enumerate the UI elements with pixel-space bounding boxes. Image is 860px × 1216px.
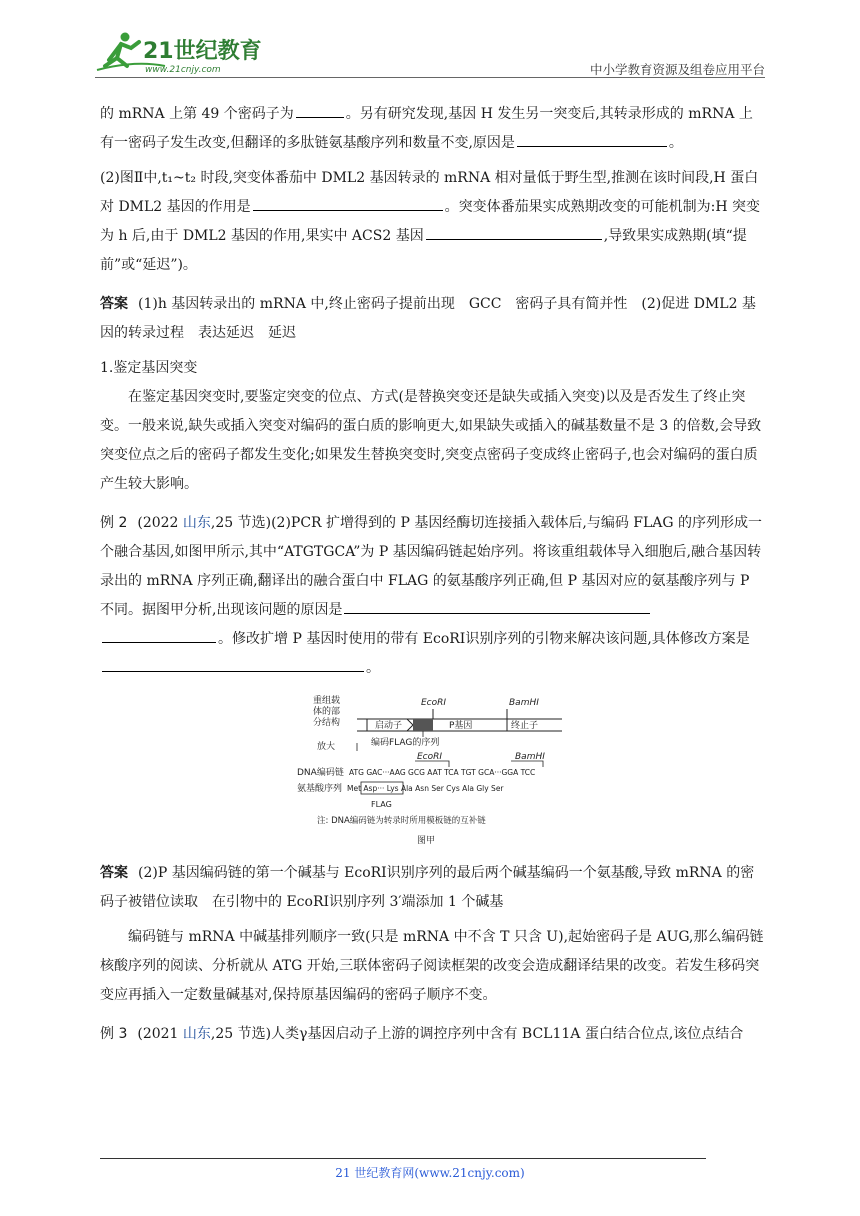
section-title: 1.鉴定基因突变 <box>100 360 198 376</box>
p-gene-label: P基因 <box>449 721 473 731</box>
example-label: 例 2 <box>100 515 128 531</box>
promoter-label: 启动子 <box>375 721 403 731</box>
paragraph-question-1: 的 mRNA 上第 49 个密码子为 。另有研究发现,基因 H 发生另一突变后,其转录形成的 mRNA 上有一密码子发生改变,但翻译的多肽链氨基酸序列和数量不变,原因是 。 <box>100 100 764 158</box>
flag-block <box>413 719 433 731</box>
footer-rule <box>100 1158 706 1159</box>
answer-blank[interactable] <box>426 225 602 240</box>
answer-blank[interactable] <box>253 196 443 211</box>
answer-blank[interactable] <box>102 657 364 672</box>
logo-21cnjy <box>95 30 265 76</box>
section-paragraph: 在鉴定基因突变时,要鉴定突变的位点、方式(是替换突变还是缺失或插入突变)以及是否发生了终止突变。一般来说,缺失或插入突变对编码的蛋白质的影响更大,如果缺失或插入的碱基数量不是 3 的倍数,会导致突变位点之后的密码子都发生变化;如果发生替换突变时,突变点密码子变成终止密码子,也会对编码的蛋白质产生较大影响。 <box>100 389 762 492</box>
example-3: 例 3 (2021 山东,25 节选)人类γ基因启动子上游的调控序列中含有 BCL11A 蛋白结合位点,该位点结合 <box>100 1026 744 1042</box>
flag-seq-label: 编码FLAG的序列 <box>371 738 440 748</box>
paragraph-question-2: (2)图Ⅱ中,t₁~t₂ 时段,突变体番茄中 DML2 基因转录的 mRNA 相对量低于野生型,推测在该时间段,H 蛋白对 DML2 基因的作用是 。突变体番茄果实成熟期改变的可能机制为:H 突变为 h 后,由于 DML2 基因的作用,果实中 ACS2 基因 ,导致果实成熟期(填“提前”或“延迟”)。 <box>100 170 761 273</box>
answer-1: 答案 (1)h 基因转录出的 mRNA 中,终止密码子提前出现 GCC 密码子具有简并性 (2)促进 DML2 基因的转录过程 表达延迟 延迟 <box>100 296 756 341</box>
svg-text:分结构: 分结构 <box>313 718 341 728</box>
answer-blank[interactable] <box>102 628 216 643</box>
explanation-paragraph: 编码链与 mRNA 中碱基排列顺序一致(只是 mRNA 中不含 T 只含 U),起始密码子是 AUG,那么编码链核酸序列的阅读、分析就从 ATG 开始,三联体密码子阅读框架的改变会造成翻译结果的改变。若发生移码突变应再插入一定数量碱基对,保持原基因编码的密码子顺序不变。 <box>100 929 764 1003</box>
source-link[interactable]: 山东 <box>182 515 211 531</box>
example-2: 例 2 (2022 山东,25 节选)(2)PCR 扩增得到的 P 基因经酶切连接插入载体后,与编码 FLAG 的序列形成一个融合基因,如图甲所示,其中“ATGTGCA”为 P 基因编码链起始序列。将该重组载体导入细胞后,融合基因转录出的 mRNA 序列正确,翻译出的融合蛋白中 FLAG 的氨基酸序列正确,但 P 基因对应的氨基酸序列与 P 不同。据图甲分析,出现该问题的原因是。修改扩增 P 基因时使用的带有 EcoRⅠ识别序列的引物来解决该问题,具体修改方案是。 <box>100 515 763 676</box>
svg-text:www.21cnjy.com: www.21cnjy.com <box>145 65 221 75</box>
svg-text:体的部: 体的部 <box>313 707 341 717</box>
answer-label: 答案 <box>100 865 128 881</box>
answer-blank[interactable] <box>517 132 667 147</box>
svg-text:EcoRⅠ: EcoRⅠ <box>417 752 443 762</box>
amino-acid-sequence: Met Asp··· Lys Ala Asn Ser Cys Ala Gly Ser <box>347 784 504 793</box>
document-body <box>100 100 764 1055</box>
source-link[interactable]: 山东 <box>182 1026 211 1042</box>
header-rule <box>95 77 765 78</box>
example-label: 例 3 <box>100 1026 128 1042</box>
figure-label-vector: 重组载 <box>313 696 341 706</box>
answer-blank[interactable] <box>296 103 344 118</box>
header-platform-text: 中小学教育资源及组卷应用平台 <box>589 62 765 77</box>
enlarge-label: 放大 <box>317 742 336 752</box>
bamhi-label: BamHⅠ <box>509 698 539 708</box>
svg-text:BamHⅠ: BamHⅠ <box>515 752 545 762</box>
dna-strand-label: DNA编码链 <box>297 768 344 778</box>
answer-label: 答案 <box>100 296 128 312</box>
figure-recombinant-vector <box>297 691 567 851</box>
figure-caption: 图甲 <box>417 836 436 846</box>
svg-text:21世纪教育: 21世纪教育 <box>143 39 262 64</box>
dna-sequence: ATG GAC···AAG GCG AAT TCA TGT GCA···GGA TCC <box>349 768 536 777</box>
figure-note: 注: DNA编码链为转录时所用模板链的互补链 <box>317 816 486 826</box>
answer-blank[interactable] <box>344 599 650 614</box>
page-header <box>95 30 765 80</box>
ecori-label: EcoRⅠ <box>421 698 447 708</box>
flag-label: FLAG <box>371 800 392 809</box>
footer-text[interactable]: 21 世纪教育网(www.21cnjy.com) <box>335 1166 525 1180</box>
answer-2: 答案 (2)P 基因编码链的第一个碱基与 EcoRⅠ识别序列的最后两个碱基编码一个氨基酸,导致 mRNA 的密码子被错位读取 在引物中的 EcoRⅠ识别序列 3′端添加 1 个碱基 <box>100 865 755 910</box>
terminator-label: 终止子 <box>511 721 539 731</box>
amino-acid-label: 氨基酸序列 <box>297 784 343 794</box>
